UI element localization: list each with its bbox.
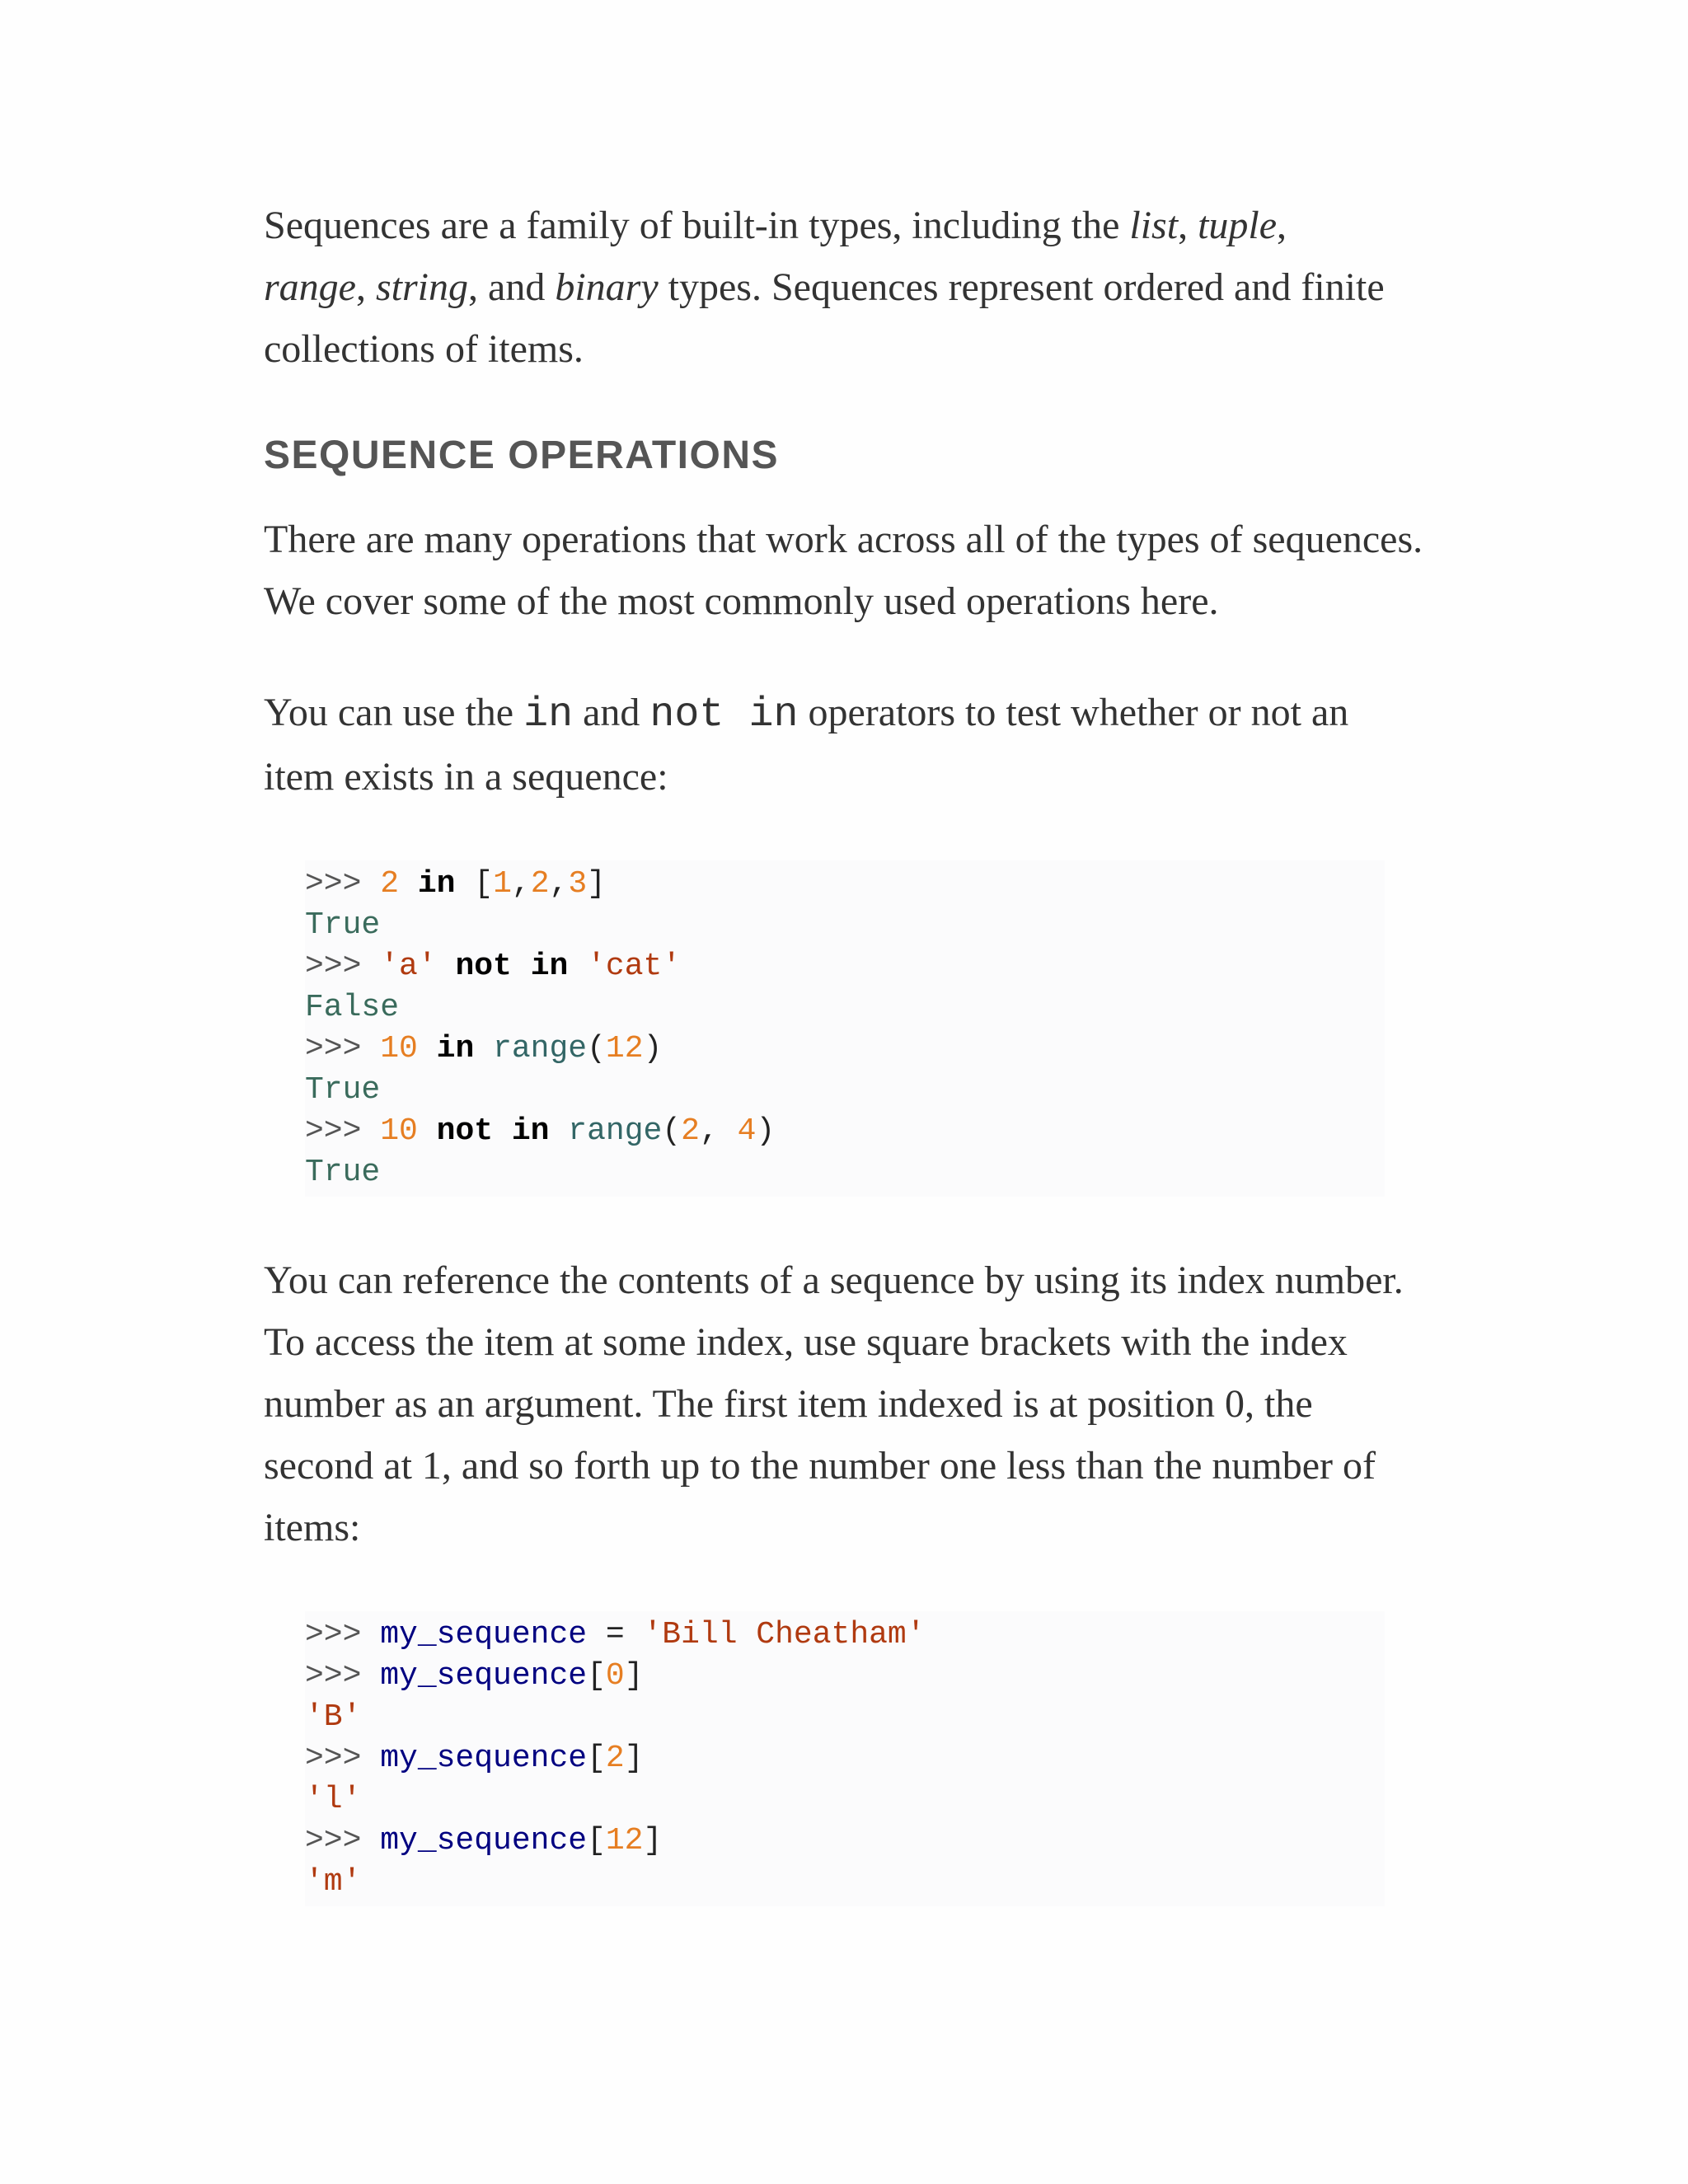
code-punct: [ [587, 1741, 606, 1776]
code-variable: my_sequence [380, 1617, 588, 1652]
membership-text: operators to test whether or not an item exists in a sequence: [264, 691, 1349, 799]
code-punct: ] [587, 866, 606, 902]
term-tuple: tuple [1198, 204, 1278, 247]
code-prompt: >>> [305, 1741, 381, 1776]
code-line [305, 1029, 1385, 1070]
code-prompt: >>> [305, 1658, 381, 1694]
code-keyword: not [455, 949, 512, 984]
code-operator: = [587, 1617, 644, 1652]
term-string: string [375, 265, 469, 309]
code-output: True [305, 1072, 381, 1108]
intro-text: , [1178, 204, 1198, 247]
code-number: 2 [530, 866, 550, 902]
code-punct: [ [587, 1658, 606, 1694]
code-prompt: >>> [305, 1031, 381, 1066]
code-builtin: range [493, 1031, 588, 1066]
code-output: False [305, 990, 400, 1025]
code-punct: ( [587, 1031, 606, 1066]
term-range: range [264, 265, 356, 309]
code-punct: ( [662, 1113, 682, 1149]
term-binary: binary [555, 265, 659, 309]
membership-code-block [305, 860, 1385, 1197]
code-output: True [305, 907, 381, 943]
membership-paragraph [264, 682, 1426, 808]
code-variable: my_sequence [380, 1658, 588, 1694]
intro-text: Sequences are a family of built-in types, including the [264, 204, 1130, 247]
code-variable: my_sequence [380, 1823, 588, 1858]
code-number: 3 [568, 866, 588, 902]
intro-text: , [1277, 204, 1287, 247]
code-number: 10 [380, 1113, 418, 1149]
section-heading: SEQUENCE OPERATIONS [264, 434, 780, 477]
code-punct: ] [624, 1741, 644, 1776]
code-variable: my_sequence [380, 1741, 588, 1776]
code-output-line [305, 1070, 1385, 1111]
code-number: 0 [605, 1658, 625, 1694]
code-keyword: in [417, 866, 456, 902]
intro-text: , [355, 265, 376, 309]
code-punct: , [699, 1113, 738, 1149]
index-paragraph: You can reference the contents of a sequence by using its index number. To access the item at some index, use square brackets with the index number as an argument. The first item indexed is at position 0, the second at 1, and so forth up to the number one less than the number of items: [264, 1258, 1404, 1549]
code-punct: ] [624, 1658, 644, 1694]
code-punct: [ [587, 1823, 606, 1858]
code-keyword: in [436, 1031, 475, 1066]
code-punct: , [549, 866, 569, 902]
code-output-line [305, 987, 1385, 1029]
code-punct: [ [474, 866, 494, 902]
code-line [305, 1821, 1385, 1862]
document-content [264, 194, 1426, 1906]
code-output-line [305, 1862, 1385, 1903]
code-line [305, 946, 1385, 987]
code-prompt: >>> [305, 866, 381, 902]
code-number: 12 [605, 1031, 644, 1066]
code-builtin: range [568, 1113, 663, 1149]
code-output-line [305, 905, 1385, 946]
inline-code-in: in [523, 691, 574, 738]
code-punct: ) [643, 1031, 663, 1066]
code-string: 'cat' [587, 949, 682, 984]
code-prompt: >>> [305, 1617, 381, 1652]
code-output-line [305, 1697, 1385, 1738]
code-line [305, 864, 1385, 905]
code-string: 'Bill Cheatham' [643, 1617, 926, 1652]
code-number: 2 [681, 1113, 700, 1149]
code-prompt: >>> [305, 1823, 381, 1858]
membership-text: You can use the [264, 691, 524, 734]
code-line [305, 1615, 1385, 1656]
code-number: 2 [605, 1741, 625, 1776]
code-output: 'm' [305, 1864, 362, 1900]
code-number: 12 [605, 1823, 644, 1858]
code-number: 10 [380, 1031, 418, 1066]
code-punct: ] [643, 1823, 663, 1858]
membership-text: and [573, 691, 650, 734]
code-keyword: in [511, 1113, 550, 1149]
code-punct: ) [756, 1113, 776, 1149]
code-number: 1 [493, 866, 512, 902]
operations-paragraph: There are many operations that work across all of the types of sequences. We cover some of the most commonly used operations here. [264, 518, 1423, 623]
intro-text: types. Sequences represent ordered and finite collections of items. [264, 265, 1385, 371]
code-output: 'B' [305, 1699, 362, 1735]
inline-code-not-in: not in [649, 691, 799, 738]
code-line [305, 1111, 1385, 1152]
code-line [305, 1656, 1385, 1697]
intro-paragraph [264, 194, 1426, 380]
code-keyword: not [436, 1113, 494, 1149]
code-output: 'l' [305, 1782, 362, 1817]
code-line [305, 1738, 1385, 1779]
code-output-line [305, 1152, 1385, 1193]
code-output-line [305, 1779, 1385, 1821]
code-number: 2 [380, 866, 400, 902]
intro-text: , and [468, 265, 556, 309]
code-keyword: in [530, 949, 569, 984]
code-output: True [305, 1155, 381, 1190]
code-prompt: >>> [305, 1113, 381, 1149]
index-code-block [305, 1611, 1385, 1906]
code-number: 4 [737, 1113, 757, 1149]
code-string: 'a' [380, 949, 437, 984]
code-prompt: >>> [305, 949, 381, 984]
code-punct: , [511, 866, 531, 902]
term-list: list [1129, 204, 1179, 247]
